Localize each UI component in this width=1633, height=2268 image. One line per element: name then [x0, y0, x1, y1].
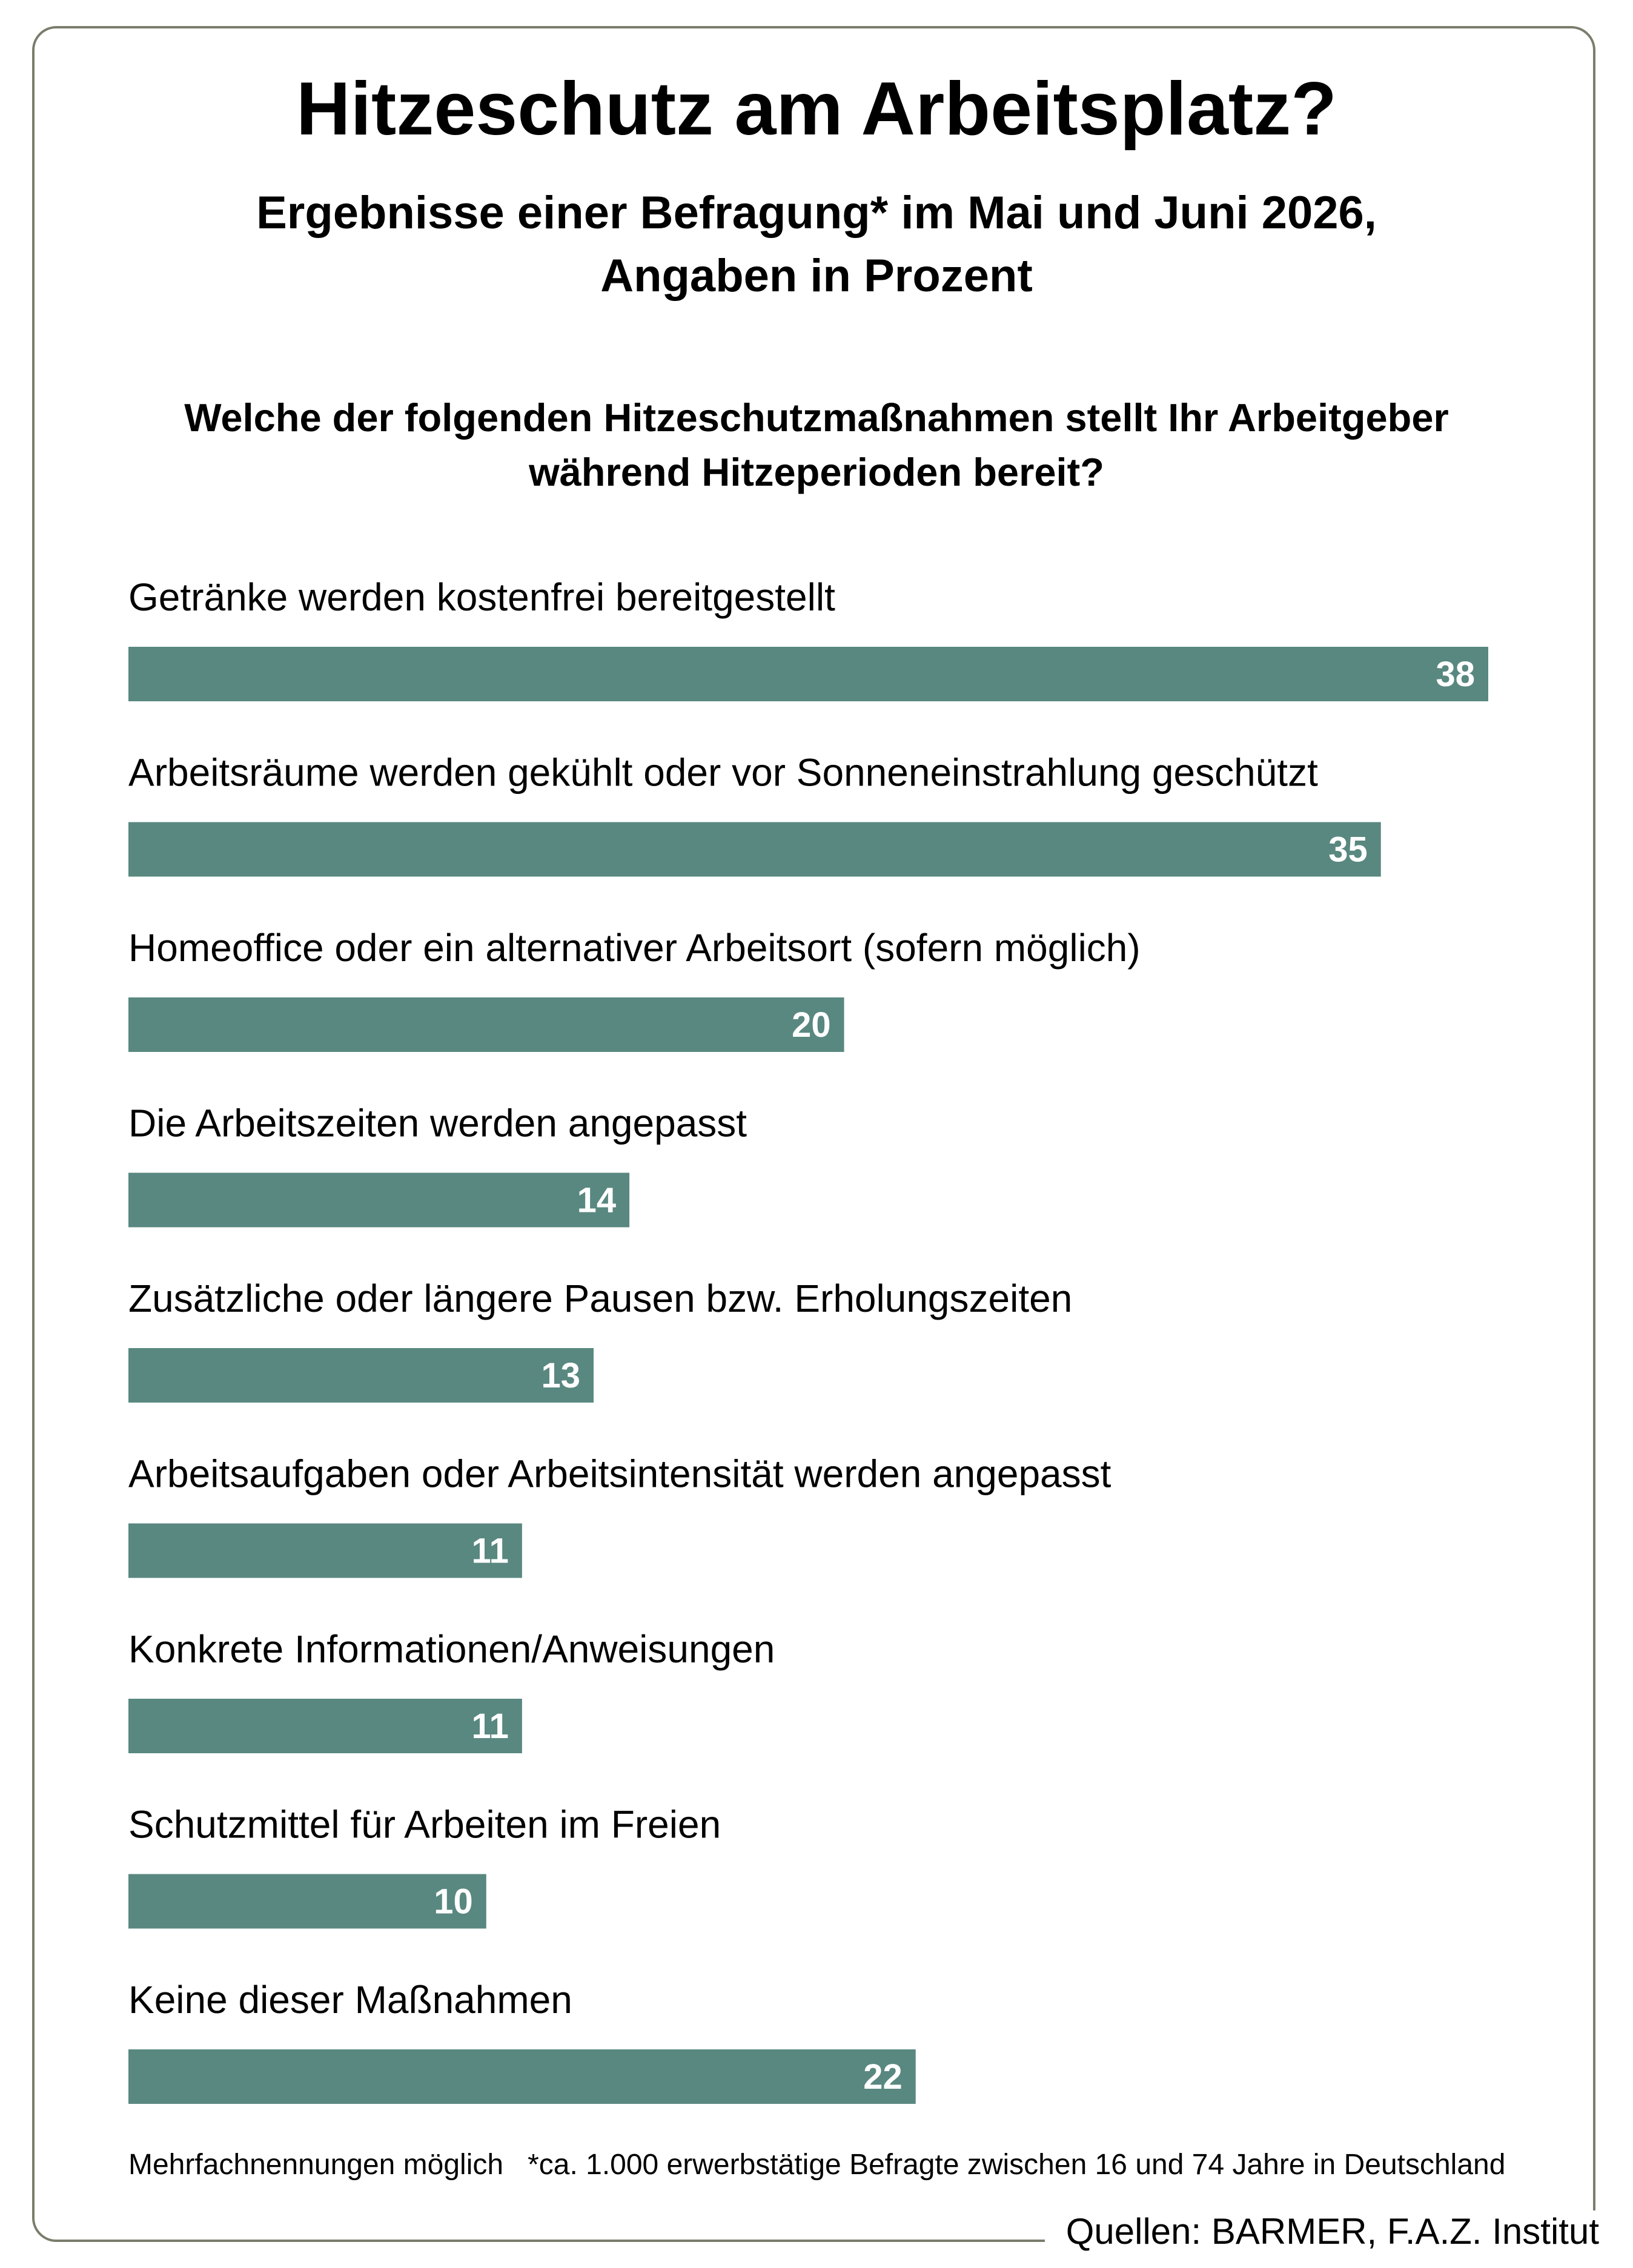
bar: [128, 1524, 522, 1578]
category-label: Schutzmittel für Arbeiten im Freien: [128, 1802, 721, 1846]
bar: [128, 822, 1381, 877]
chart-title: Hitzeschutz am Arbeitsplatz?: [296, 67, 1337, 151]
category-label: Homeoffice oder ein alternativer Arbeitsort (sofern möglich): [128, 926, 1141, 970]
bar-value-label: 10: [434, 1882, 473, 1922]
bar: [128, 1874, 486, 1929]
category-label: Die Arbeitszeiten werden angepasst: [128, 1101, 747, 1145]
bar: [128, 1699, 522, 1753]
bar-value-label: 13: [541, 1356, 581, 1395]
question-line-2: während Hitzeperioden bereit?: [529, 450, 1104, 494]
subtitle-line-1: Ergebnisse einer Befragung* im Mai und Juni 2026,: [256, 187, 1377, 239]
category-label: Arbeitsräume werden gekühlt oder vor Sonneneinstrahlung geschützt: [128, 750, 1318, 795]
footnote: Mehrfachnennungen möglich *ca. 1.000 erwerbstätige Befragte zwischen 16 und 74 Jahre in Deutschland: [128, 2149, 1506, 2181]
bar-value-label: 22: [863, 2057, 903, 2097]
category-label: Keine dieser Maßnahmen: [128, 1978, 572, 2022]
bar-value-label: 11: [471, 1707, 509, 1746]
question-line-1: Welche der folgenden Hitzeschutzmaßnahmen stellt Ihr Arbeitgeber: [184, 395, 1449, 440]
category-label: Arbeitsaufgaben oder Arbeitsintensität werden angepasst: [128, 1452, 1111, 1496]
bar-value-label: 38: [1436, 655, 1475, 694]
category-label: Getränke werden kostenfrei bereitgestellt: [128, 575, 835, 619]
subtitle-line-2: Angaben in Prozent: [600, 250, 1033, 302]
bar-value-label: 14: [577, 1180, 617, 1220]
bar-value-label: 20: [792, 1005, 831, 1045]
source-credit: Quellen: BARMER, F.A.Z. Institut: [1065, 2211, 1599, 2252]
bar-value-label: 35: [1328, 830, 1368, 870]
category-label: Zusätzliche oder längere Pausen bzw. Erholungszeiten: [128, 1277, 1073, 1320]
bar: [128, 2049, 916, 2104]
bar-value-label: 11: [471, 1531, 509, 1571]
bar: [128, 1348, 594, 1403]
category-label: Konkrete Informationen/Anweisungen: [128, 1627, 775, 1671]
bar: [128, 647, 1488, 701]
bar: [128, 997, 844, 1052]
bar: [128, 1173, 629, 1228]
